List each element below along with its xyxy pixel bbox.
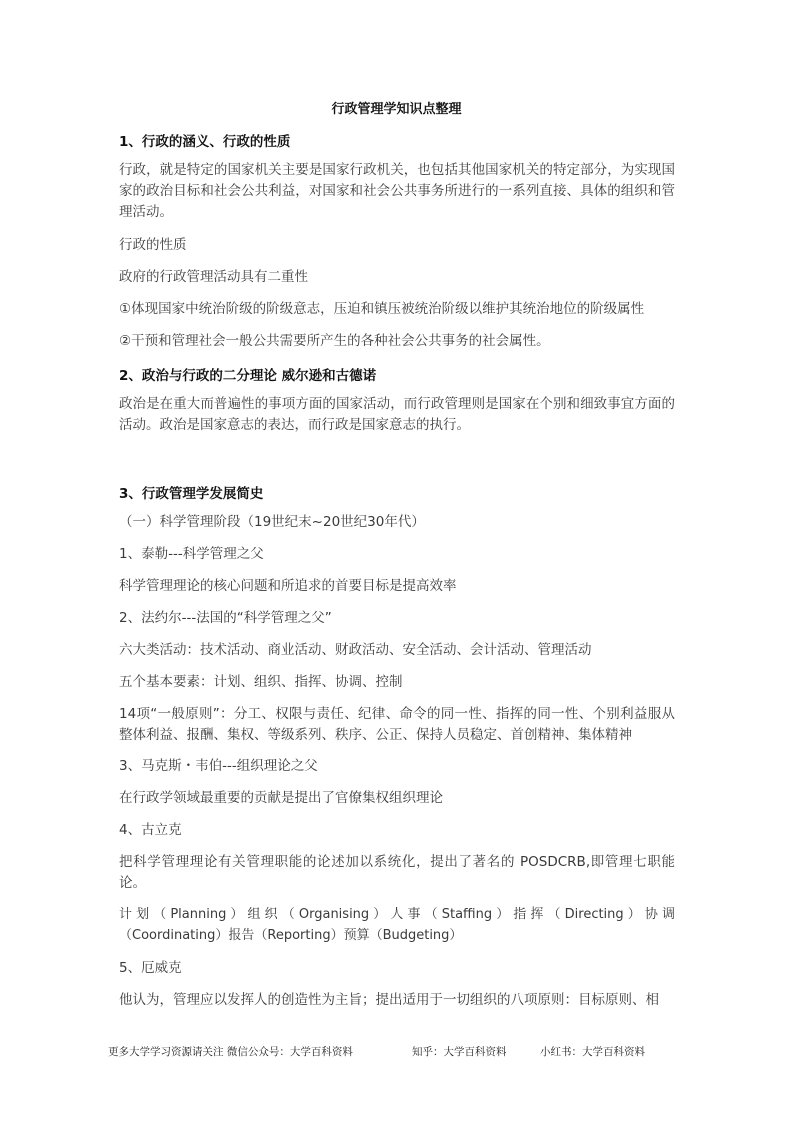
section-1-definition: 行政，就是特定的国家机关主要是国家行政机关，也包括其他国家机关的特定部分，为实现国家的政治目标和社会公共利益，对国家和社会公共事务所进行的一系列直接、具体的组织和管理活动。 [119,162,675,220]
document-title: 行政管理学知识点整理 [331,102,462,117]
footer-wechat: 更多大学学习资源请关注 微信公众号：大学百科资料 [108,1046,353,1058]
section-1-point-2: ②干预和管理社会一般公共需要所产生的各种社会公共事务的社会属性。 [119,333,550,349]
urwick-title: 5、厄威克 [119,960,182,976]
weber-body: 在行政学领域最重要的贡献是提出了官僚集权组织理论 [119,790,443,806]
footer-zhihu: 知乎：大学百科资料 [412,1046,507,1058]
fayol-elements: 五个基本要素：计划、组织、指挥、协调、控制 [119,674,403,690]
urwick-body: 他认为，管理应以发挥人的创造性为主旨；提出适用于一切组织的八项原则：目标原则、相 [119,992,659,1008]
section-1-duality: 政府的行政管理活动具有二重性 [119,269,308,285]
section-2-body: 政治是在重大而普遍性的事项方面的国家活动，而行政管理则是国家在个别和细致事宜方面的活动。政治是国家意志的表达，而行政是国家意志的执行。 [119,396,675,433]
footer-xiaohongshu: 小红书：大学百科资料 [540,1046,645,1058]
section-1-heading: 1、行政的涵义、行政的性质 [119,134,291,150]
gulick-title: 4、古立克 [119,822,182,838]
gulick-body: 把科学管理理论有关管理职能的论述加以系统化，提出了著名的 POSDCRB,即管理七职能论。 [119,854,675,891]
fayol-principles: 14项“一般原则”：分工、权限与责任、纪律、命令的同一性、指挥的同一性、个别利益服从整体利益、报酬、集权、等级系列、秩序、公正、保持人员稳定、首创精神、集体精神 [119,706,675,743]
taylor-title: 1、泰勒---科学管理之父 [119,546,264,562]
weber-title: 3、马克斯・韦伯---组织理论之父 [119,758,318,774]
fayol-title: 2、法约尔---法国的“科学管理之父” [119,610,332,626]
fayol-activities: 六大类活动：技术活动、商业活动、财政活动、安全活动、会计活动、管理活动 [119,642,592,658]
stage-1-label: （一）科学管理阶段（19世纪末~20世纪30年代） [119,514,425,530]
taylor-body: 科学管理理论的核心问题和所追求的首要目标是提高效率 [119,578,457,594]
section-1-point-1: ①体现国家中统治阶级的阶级意志，压迫和镇压被统治阶级以维护其统治地位的阶级属性 [119,301,645,317]
gulick-functions: 计划（Planning）组织（Organising）人事（Staffing）指挥（Directing）协调（Coordinating）报告（Reporting）预算（Budgeting） [119,907,675,943]
section-2-heading: 2、政治与行政的二分理论 威尔逊和古德诺 [119,368,377,384]
section-1-nature-label: 行政的性质 [119,237,187,253]
section-3-heading: 3、行政管理学发展简史 [119,486,264,502]
